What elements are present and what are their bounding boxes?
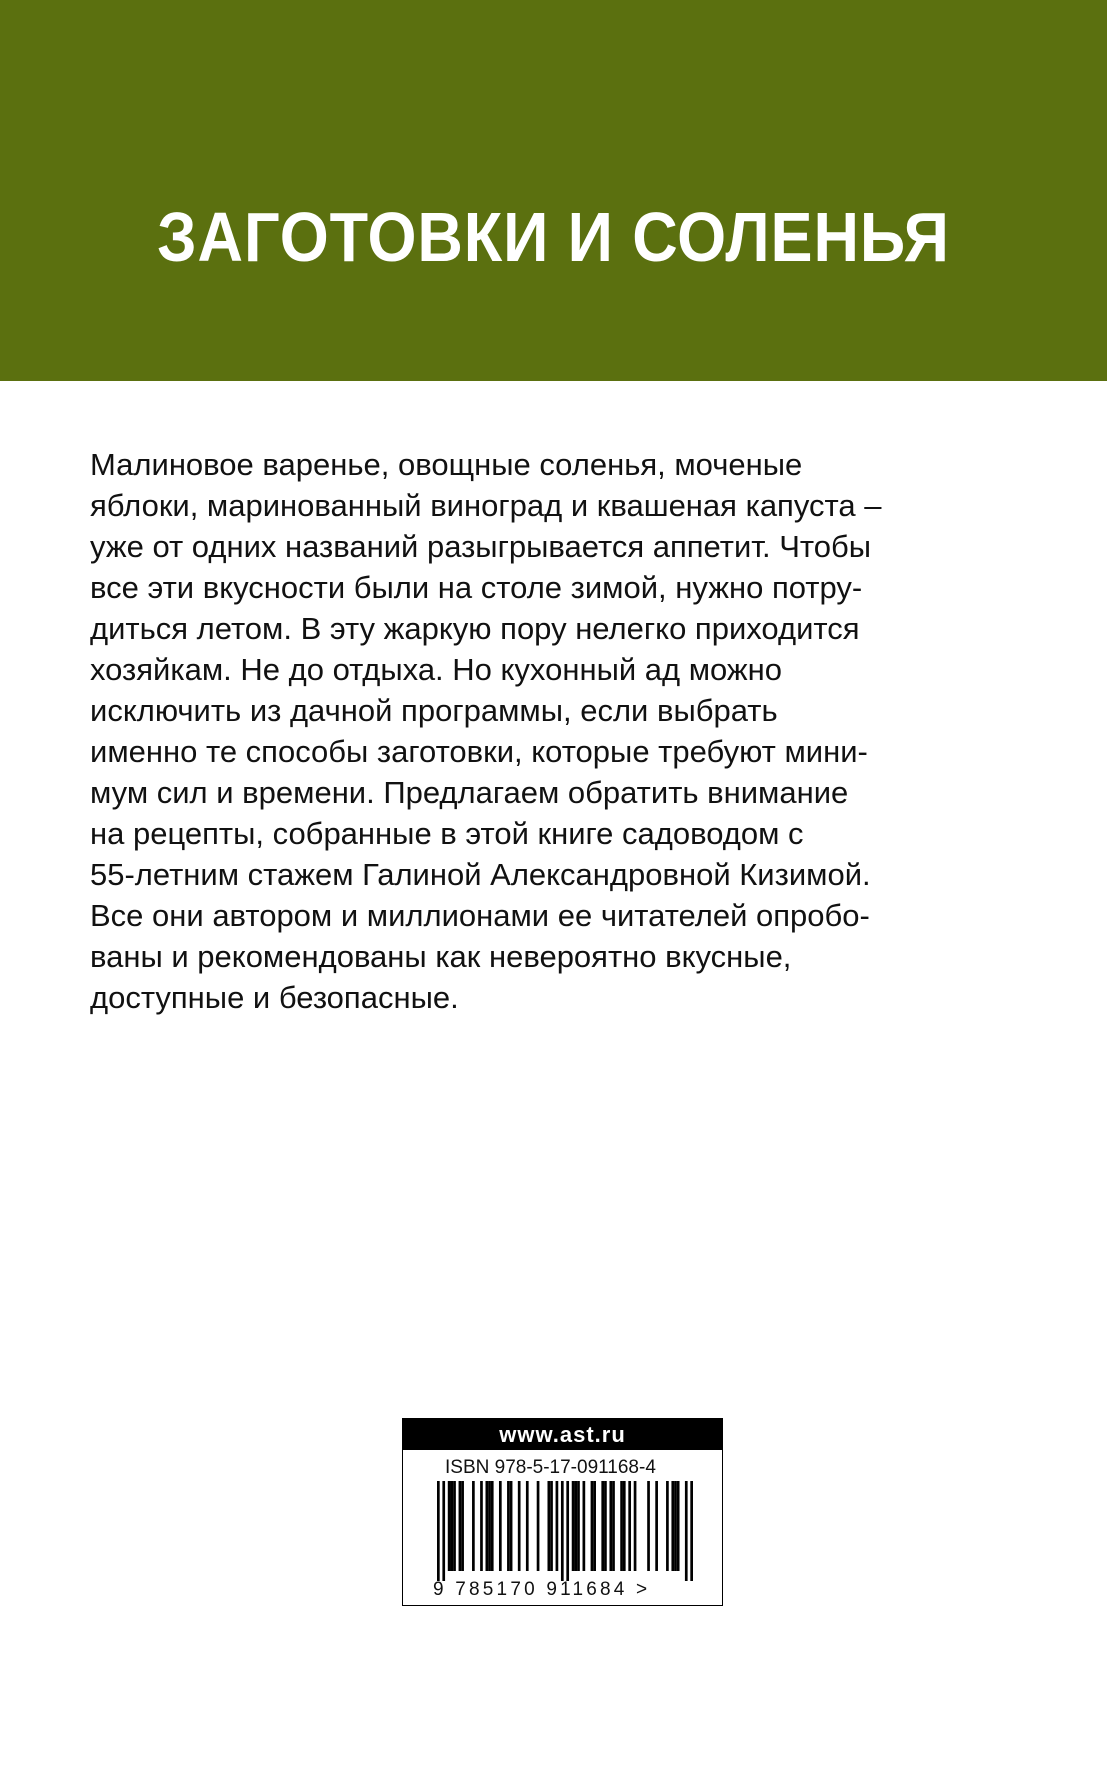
barcode-bar: [488, 1481, 491, 1571]
barcode-bar: [647, 1481, 650, 1571]
barcode-bar: [518, 1481, 521, 1571]
barcode-bar: [561, 1481, 564, 1581]
barcode-bar: [507, 1481, 510, 1571]
barcode-bar: [685, 1481, 688, 1581]
barcode-bar: [537, 1481, 540, 1571]
barcode-bar: [601, 1481, 604, 1571]
barcode-bar: [620, 1481, 623, 1571]
barcode-bar: [574, 1481, 577, 1571]
barcode-bar: [577, 1481, 580, 1571]
barcode-bar: [604, 1481, 607, 1571]
barcode-bar: [491, 1481, 494, 1571]
barcode-box: [402, 1418, 723, 1606]
blurb-line: 55-летним стажем Галиной Александровной Кизимой.: [90, 857, 871, 892]
barcode-bar: [628, 1481, 631, 1571]
blurb-line: мум сил и времени. Предлагаем обратить внимание: [90, 775, 849, 810]
book-title: ЗАГОТОВКИ И СОЛЕНЬЯ: [157, 198, 950, 276]
barcode-bar: [674, 1481, 677, 1571]
barcode-bar: [448, 1481, 451, 1571]
blurb-line: ваны и рекомендованы как невероятно вкусные,: [90, 939, 792, 974]
barcode-bar: [612, 1481, 615, 1571]
barcode-bar: [677, 1481, 680, 1571]
barcode-bar: [526, 1481, 529, 1571]
barcode-bar: [593, 1481, 596, 1571]
blurb-line: уже от одних названий разыгрывается аппетит. Чтобы: [90, 529, 872, 564]
barcode-bar: [450, 1481, 453, 1571]
barcode-bar: [442, 1481, 445, 1581]
barcode-bar: [480, 1481, 483, 1571]
blurb-line: Малиновое варенье, овощные соленья, моченые: [90, 447, 803, 482]
barcode-bar: [461, 1481, 464, 1571]
barcode-bar: [550, 1481, 553, 1571]
isbn-label: ISBN 978-5-17-091168-4: [445, 1457, 656, 1478]
barcode-bar: [499, 1481, 502, 1571]
blurb-line: именно те способы заготовки, которые требуют мини-: [90, 734, 868, 769]
barcode-bar: [666, 1481, 669, 1571]
barcode-bar: [437, 1481, 440, 1581]
website-label: www.ast.ru: [403, 1419, 722, 1450]
barcode-bar: [591, 1481, 594, 1571]
barcode-bar: [583, 1481, 586, 1571]
barcode-bar: [609, 1481, 612, 1571]
barcode-bar: [486, 1481, 489, 1571]
blurb-line: все эти вкусности были на столе зимой, нужно потру-: [90, 570, 863, 605]
barcode-bar: [472, 1481, 475, 1571]
barcode-bar: [634, 1481, 637, 1571]
barcode-bars: [437, 1481, 693, 1581]
blurb-line: доступные и безопасные.: [90, 980, 459, 1015]
blurb-line: диться летом. В эту жаркую пору нелегко приходится: [90, 611, 860, 646]
barcode-bar: [459, 1481, 462, 1571]
barcode-bar: [623, 1481, 626, 1571]
barcode-bar: [556, 1481, 559, 1571]
blurb-line: Все они автором и миллионами ее читателей опробо-: [90, 898, 870, 933]
blurb-line: хозяйкам. Не до отдыха. Но кухонный ад можно: [90, 652, 783, 687]
blurb-line: исключить из дачной программы, если выбрать: [90, 693, 778, 728]
barcode-bar: [690, 1481, 693, 1581]
barcode-bar: [655, 1481, 658, 1571]
barcode-bar: [572, 1481, 575, 1571]
barcode-bar: [547, 1481, 550, 1571]
barcode-bar: [566, 1481, 569, 1581]
header-band: [0, 0, 1107, 381]
barcode-bar: [453, 1481, 456, 1571]
barcode-bar: [510, 1481, 513, 1571]
ean-digits: 9 785170 911684 >: [433, 1579, 651, 1600]
blurb-line: яблоки, маринованный виноград и квашеная капуста –: [90, 488, 882, 523]
barcode-bar: [671, 1481, 674, 1571]
blurb-line: на рецепты, собранные в этой книге садоводом с: [90, 816, 804, 851]
blurb-text: [90, 444, 1010, 1018]
